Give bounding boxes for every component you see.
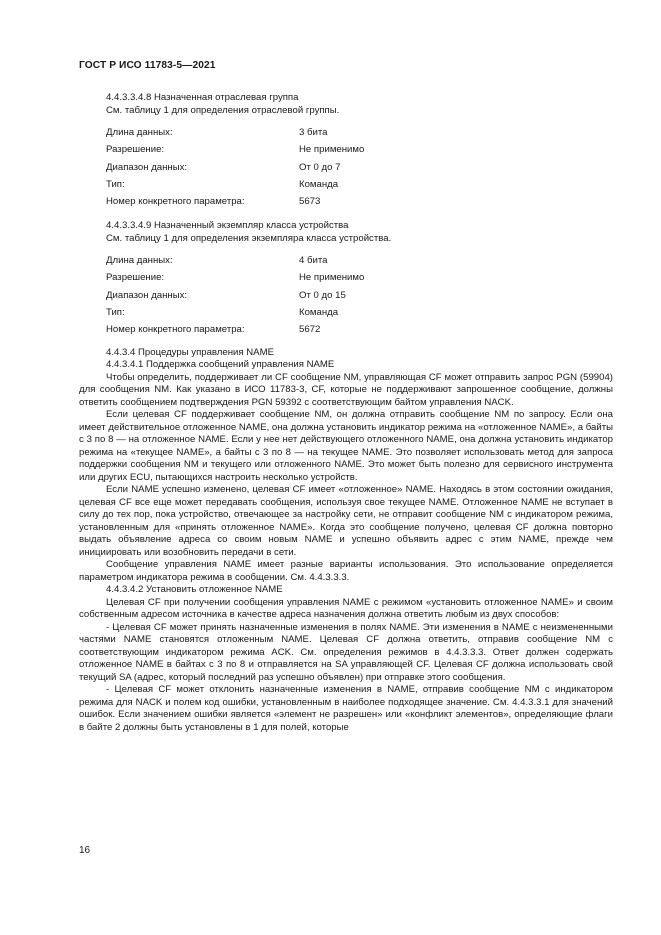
section-note: См. таблицу 1 для определения отраслевой группы. <box>106 104 340 116</box>
body-text <box>79 347 613 735</box>
page-number: 16 <box>79 845 91 856</box>
document-header: ГОСТ Р ИСО 11783-5—2021 <box>79 60 216 71</box>
parameter-value: Команда <box>299 306 339 318</box>
parameter-label: Номер конкретного параметра: <box>106 196 245 208</box>
section-4-4-3-3-4-9 <box>106 220 391 245</box>
parameter-row <box>106 255 406 272</box>
parameter-table-industry-group <box>106 127 406 213</box>
section-heading-4-4-3-4-2: 4.4.3.4.2 Установить отложенное NAME <box>106 584 283 596</box>
paragraph: Если целевая CF поддерживает сообщение NM, он должна отправить сообщение NM по запросу. Если она имеет действительное отложенное NAME, она должна установить индикатор режима на «отложенное NAME», а байты с 3 по 8 — на отложенное NAME. Если у нее нет действующего отложенного NAME, она должна установить индикатор режима на «текущее NAME», а байты с 3 по 8 — на текущее NAME. Это позволяет использовать метод для запроса поддержки сообщения NM и текущего или отложенного NAME. Это может быть полезно для сервисного инструмента или других ECU, пытающихся настроить несколько устройств. <box>79 409 613 483</box>
parameter-row <box>106 272 406 289</box>
section-4-4-3-3-4-8 <box>106 92 339 117</box>
parameter-label: Разрешение: <box>106 272 165 284</box>
parameter-value: От 0 до 7 <box>299 161 341 173</box>
parameter-value: Не применимо <box>299 144 365 156</box>
section-heading: 4.4.3.3.4.9 Назначенный экземпляр класса устройства <box>106 220 349 231</box>
parameter-label: Диапазон данных: <box>106 289 188 301</box>
list-item: - Целевая CF может принять назначенные изменения в полях NAME. Эти изменения в NAME с неизмененными частями NAME становятся отложенным NAME. Целевая CF должна ответить, отправив сообщение NM с соответствующим индикатором режима ACK. См. определения режимов в 4.4.3.3.3. Ответ должен содержать отложенное NAME в байтах с 3 по 8 и отправляется на SA управляющей CF. Целевая CF должна использовать свой текущий SA (адрес, который последний раз успешно объявлен) при отправке этого сообщения. <box>79 621 613 683</box>
parameter-row <box>106 307 406 324</box>
parameter-label: Диапазон данных: <box>106 161 188 173</box>
parameter-row <box>106 290 406 307</box>
parameter-value: Команда <box>299 178 339 190</box>
parameter-value: Не применимо <box>299 272 365 284</box>
parameter-label: Длина данных: <box>106 255 173 266</box>
paragraph: Целевая CF при получении сообщения управления NAME с режимом «установить отложенное NAME» и своим собственным адресом источника в качестве адреса назначения должна ответить любым из двух способов: <box>79 596 613 621</box>
parameter-table-device-class-instance <box>106 255 406 341</box>
section-heading: 4.4.3.3.4.8 Назначенная отраслевая группа <box>106 92 299 103</box>
paragraph: Если NAME успешно изменено, целевая CF имеет «отложенное» NAME. Находясь в этом состоянии ожидания, целевая CF все еще может передавать сообщения, используя свое текущее NAME. Отложенное NAME не вступает в силу до тех пор, пока устройство, отвечающее за настройку сети, не отправит сообщение NM с индикатором режима, установленным для «принять отложенное NAME». Когда это сообщение получено, целевая CF должна повторно выдать объявление адреса со своим новым NAME и успешно объявить адрес с этим NAME, прежде чем инициировать или возобновить передачи в сети. <box>79 484 613 558</box>
parameter-row <box>106 196 406 213</box>
parameter-row <box>106 179 406 196</box>
parameter-row <box>106 144 406 161</box>
paragraph: Чтобы определить, поддерживает ли CF сообщение NM, управляющая CF может отправить запрос PGN (59904) для сообщения NM. Как указано в ИСО 11783-3, CF, которые не поддерживают запрошенное сообщение, должны ответить сообщением подтверждения PGN 59392 с соответствующим байтом управления NACK. <box>79 371 613 408</box>
parameter-row <box>106 127 406 144</box>
section-heading-4-4-3-4-1: 4.4.3.4.1 Поддержка сообщений управления NAME <box>106 359 335 371</box>
list-item: - Целевая CF может отклонить назначенные изменения в NAME, отправив сообщение NM с индикатором режима для NACK и полем код ошибки, установленным в наиболее подходящее значение. См. 4.4.3.3.1 для значений ошибок. Если значением ошибки является «элемент не разрешен» или «конфликт элементов», определяющие флаги в байте 2 должны быть установлены в 1 для полей, которые <box>79 684 613 733</box>
parameter-value: От 0 до 15 <box>299 289 346 301</box>
parameter-label: Номер конкретного параметра: <box>106 324 245 336</box>
parameter-label: Тип: <box>106 178 125 190</box>
parameter-value: 3 бита <box>299 127 328 138</box>
paragraph: Сообщение управления NAME имеет разные варианты использования. Это использование определяется параметром индикатора режима в сообщении. См. 4.4.3.3.3. <box>79 559 613 583</box>
parameter-label: Длина данных: <box>106 127 173 138</box>
section-note: См. таблицу 1 для определения экземпляра класса устройства. <box>106 232 392 244</box>
parameter-row <box>106 324 406 341</box>
section-heading-4-4-3-4: 4.4.3.4 Процедуры управления NAME <box>106 346 274 358</box>
parameter-value: 4 бита <box>299 255 328 266</box>
parameter-value: 5673 <box>299 196 321 208</box>
parameter-row <box>106 162 406 179</box>
parameter-value: 5672 <box>299 324 321 336</box>
parameter-label: Разрешение: <box>106 144 165 156</box>
parameter-label: Тип: <box>106 306 125 318</box>
